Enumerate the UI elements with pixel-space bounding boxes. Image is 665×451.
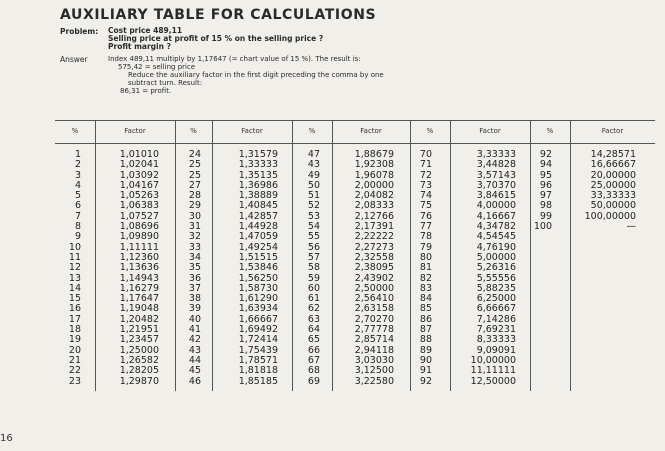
factor-cell: 6,25000	[476, 293, 516, 305]
percent-cell: 91	[419, 365, 432, 377]
factor-cell: 1,31579	[238, 149, 278, 160]
percent-cell: 74	[419, 190, 432, 202]
percent-cell: 63	[307, 313, 320, 325]
factor-cell: 50,00000	[590, 200, 636, 212]
factor-cell: 1,96078	[354, 169, 394, 181]
factor-cell: 2,50000	[354, 282, 394, 294]
answer-line: subtract turn. Result:	[128, 79, 203, 87]
factor-cell: 1,36986	[238, 179, 278, 191]
factor-cell: 1,49254	[238, 241, 278, 253]
factor-cell: 1,40845	[238, 200, 278, 212]
percent-cell: 12	[68, 262, 81, 274]
factor-cell: 1,61290	[238, 293, 278, 305]
factor-cell: 1,38889	[238, 190, 278, 202]
factor-cell: 2,56410	[354, 293, 394, 305]
factor-cell: 1,92308	[354, 159, 394, 171]
factor-cell: 2,32558	[354, 251, 394, 263]
factor-cell: 2,38095	[354, 262, 394, 274]
percent-cell: 82	[419, 272, 432, 284]
percent-cell: 77	[419, 221, 432, 233]
factor-column	[95, 150, 159, 387]
problem-line: Cost price 489,11	[108, 26, 183, 35]
percent-cell: 60	[307, 282, 320, 294]
percent-cell: 67	[307, 354, 320, 366]
percent-cell: 92	[539, 149, 552, 160]
percent-cell: 57	[307, 251, 320, 263]
factor-column	[212, 150, 278, 387]
factor-cell: 1,66667	[238, 313, 278, 325]
percent-cell: 30	[188, 210, 201, 222]
percent-cell: 88	[419, 334, 432, 346]
factor-cell: 1,56250	[238, 272, 278, 284]
percent-cell: 35	[188, 262, 201, 274]
percent-cell: 28	[188, 190, 201, 202]
factor-cell: 2,63158	[354, 303, 394, 315]
answer-line: 575,42 = selling price	[118, 63, 196, 71]
factor-cell: 1,63934	[238, 303, 278, 315]
percent-cell: 100	[533, 221, 552, 233]
factor-cell: 5,00000	[476, 251, 516, 263]
percent-cell: 31	[188, 221, 201, 233]
factor-cell: 1,33333	[238, 159, 278, 171]
factor-cell: 1,78571	[238, 354, 278, 366]
percent-cell: 94	[539, 159, 552, 171]
percent-cell: 25	[188, 159, 201, 171]
factor-cell: 2,27273	[354, 241, 394, 253]
percent-cell: 70	[419, 149, 432, 160]
percent-cell: 18	[68, 324, 81, 336]
factor-cell: 1,20482	[119, 313, 159, 325]
answer-line: Reduce the auxiliary factor in the first digit preceding the comma by one	[128, 71, 384, 79]
factor-cell: 1,47059	[238, 231, 278, 243]
percent-cell: 37	[188, 282, 201, 294]
percent-cell: 7	[74, 210, 81, 222]
factor-cell: 1,51515	[238, 251, 278, 263]
factor-cell: 2,12766	[354, 210, 394, 222]
factor-cell: 4,16667	[476, 210, 516, 222]
factor-cell: 1,29870	[119, 375, 159, 387]
factor-cell: 1,09890	[119, 231, 159, 243]
factor-column	[332, 150, 394, 387]
factor-cell: 2,43902	[354, 272, 394, 284]
factor-cell: 7,14286	[476, 313, 516, 325]
percent-cell: 47	[307, 149, 320, 160]
factor-cell: 1,02041	[119, 159, 159, 171]
percent-cell: 55	[307, 231, 320, 243]
problem-line: Selling price at profit of 15 % on the selling price ?	[108, 34, 324, 43]
factor-cell: 1,85185	[238, 375, 278, 387]
percent-cell: 36	[188, 272, 201, 284]
factor-cell: 1,16279	[119, 282, 159, 294]
pct-column	[410, 150, 432, 387]
percent-cell: 72	[419, 169, 432, 181]
percent-cell: 52	[307, 200, 320, 212]
factor-cell: 1,44928	[238, 221, 278, 233]
percent-cell: 66	[307, 344, 320, 356]
table-header	[55, 121, 655, 144]
factor-cell: 1,42857	[238, 210, 278, 222]
factor-cell: 25,00000	[590, 179, 636, 191]
percent-cell: 71	[419, 159, 432, 171]
header-pct: %	[190, 127, 197, 135]
factor-cell: 1,12360	[119, 251, 159, 263]
factor-cell: 1,21951	[119, 324, 159, 336]
percent-cell: 34	[188, 251, 201, 263]
factor-cell: 1,25000	[119, 344, 159, 356]
percent-cell: 64	[307, 324, 320, 336]
percent-cell: 87	[419, 324, 432, 336]
percent-cell: 5	[74, 190, 81, 202]
factor-column	[450, 150, 516, 387]
factor-cell: 2,85714	[354, 334, 394, 346]
percent-cell: 50	[307, 179, 320, 191]
percent-cell: 10	[68, 241, 81, 253]
percent-cell: 97	[539, 190, 552, 202]
percent-cell: 65	[307, 334, 320, 346]
percent-cell: 53	[307, 210, 320, 222]
factor-cell: 1,07527	[119, 210, 159, 222]
header-factor: Factor	[124, 127, 146, 135]
percent-cell: 69	[307, 375, 320, 387]
percent-cell: 39	[188, 303, 201, 315]
factor-cell: 4,34782	[476, 221, 516, 233]
factor-cell: 3,12500	[354, 365, 394, 377]
header-factor: Factor	[601, 127, 624, 135]
factor-cell: 1,11111	[119, 241, 159, 253]
percent-cell: 84	[419, 293, 432, 305]
percent-cell: 79	[419, 241, 432, 253]
page-number: 16	[0, 433, 13, 444]
percent-cell: 51	[307, 190, 320, 202]
pct-column	[530, 150, 552, 232]
factor-cell: 1,88679	[354, 149, 394, 160]
problem-label: Problem:	[60, 27, 99, 36]
factor-cell: 1,08696	[119, 221, 159, 233]
problem-text	[108, 27, 323, 51]
percent-cell: 19	[68, 334, 81, 346]
factor-cell: 4,54545	[476, 231, 516, 243]
percent-cell: 43	[188, 344, 201, 356]
percent-cell: 23	[68, 375, 81, 387]
factor-cell: 1,26582	[119, 354, 159, 366]
factor-cell: 1,35135	[238, 169, 278, 181]
percent-cell: 24	[188, 149, 201, 160]
percent-cell: 13	[68, 272, 81, 284]
percent-cell: 92	[419, 375, 432, 387]
factor-cell: 1,72414	[238, 334, 278, 346]
factor-cell: 1,04167	[119, 179, 159, 191]
factor-cell: 1,75439	[238, 344, 278, 356]
page-title: AUXILIARY TABLE FOR CALCULATIONS	[60, 7, 377, 23]
percent-cell: 3	[74, 169, 81, 181]
header-pct: %	[308, 127, 316, 135]
factor-cell: 1,69492	[238, 324, 278, 336]
percent-cell: 68	[307, 365, 320, 377]
percent-cell: 2	[74, 159, 81, 171]
factor-cell: 1,58730	[238, 282, 278, 294]
factor-cell: 1,03092	[119, 169, 159, 181]
percent-cell: 59	[307, 272, 320, 284]
answer-line: Index 489,11 multiply by 1,17647 (= chart value of 15 %). The result is:	[108, 55, 361, 63]
factor-cell: 2,94118	[354, 344, 394, 356]
percent-cell: 27	[188, 179, 201, 191]
factor-cell: 5,55556	[476, 272, 516, 284]
percent-cell: 40	[188, 313, 201, 325]
factor-cell: 1,23457	[119, 334, 159, 346]
factor-cell: 2,77778	[354, 324, 394, 336]
factor-cell: 4,76190	[476, 241, 516, 253]
percent-cell: 80	[419, 251, 432, 263]
factor-cell: 1,01010	[119, 149, 159, 160]
factor-cell: 9,09091	[476, 344, 516, 356]
factor-cell: 8,33333	[476, 334, 516, 346]
factor-cell: 6,66667	[476, 303, 516, 315]
percent-cell: 20	[68, 344, 81, 356]
factor-cell: 3,22580	[354, 375, 394, 387]
factor-cell: 1,05263	[119, 190, 159, 202]
percent-cell: 61	[307, 293, 320, 305]
factor-cell: —	[626, 221, 636, 233]
percent-cell: 29	[188, 200, 201, 212]
factor-cell: 4,00000	[476, 200, 516, 212]
problem-line: Profit margin ?	[108, 42, 171, 51]
factor-cell: 1,19048	[119, 303, 159, 315]
factor-cell: 14,28571	[590, 149, 636, 160]
percent-cell: 73	[419, 179, 432, 191]
pct-column	[55, 150, 81, 387]
factor-cell: 3,44828	[476, 159, 516, 171]
percent-cell: 76	[419, 210, 432, 222]
percent-cell: 33	[188, 241, 201, 253]
header-factor: Factor	[479, 127, 501, 135]
factor-cell: 2,17391	[354, 221, 394, 233]
percent-cell: 83	[419, 282, 432, 294]
percent-cell: 96	[539, 179, 552, 191]
header-pct: %	[426, 127, 434, 135]
factor-cell: 1,17647	[119, 293, 159, 305]
percent-cell: 38	[188, 293, 201, 305]
percent-cell: 43	[307, 159, 320, 171]
percent-cell: 99	[539, 210, 552, 222]
percent-cell: 56	[307, 241, 320, 253]
factor-cell: 3,57143	[476, 169, 516, 181]
percent-cell: 98	[539, 200, 552, 212]
pct-column	[175, 150, 201, 387]
factor-cell: 100,00000	[584, 210, 636, 222]
percent-cell: 46	[188, 375, 201, 387]
factor-cell: 33,33333	[590, 190, 636, 202]
factor-column	[570, 150, 636, 232]
factor-cell: 12,50000	[470, 375, 516, 387]
factor-cell: 16,66667	[590, 159, 636, 171]
factor-cell: 1,14943	[119, 272, 159, 284]
factor-cell: 1,53846	[238, 262, 278, 274]
factor-cell: 2,00000	[354, 179, 394, 191]
percent-cell: 58	[307, 262, 320, 274]
percent-cell: 6	[74, 200, 81, 212]
percent-cell: 62	[307, 303, 320, 315]
factor-cell: 1,81818	[238, 365, 278, 377]
percent-cell: 54	[307, 221, 320, 233]
percent-cell: 32	[188, 231, 201, 243]
factor-cell: 5,88235	[476, 282, 516, 294]
percent-cell: 14	[68, 282, 81, 294]
percent-cell: 8	[74, 221, 81, 233]
factor-cell: 2,22222	[354, 231, 394, 243]
header-factor: Factor	[241, 127, 263, 135]
factor-cell: 7,69231	[476, 324, 516, 336]
percent-cell: 1	[74, 149, 81, 160]
percent-cell: 25	[188, 169, 201, 181]
percent-cell: 4	[74, 179, 81, 191]
header-pct: %	[546, 127, 554, 135]
percent-cell: 85	[419, 303, 432, 315]
percent-cell: 11	[68, 251, 81, 263]
percent-cell: 86	[419, 313, 432, 325]
header-factor: Factor	[360, 127, 382, 135]
factor-cell: 3,84615	[476, 190, 516, 202]
factor-cell: 3,03030	[354, 354, 394, 366]
answer-label: Answer	[60, 55, 88, 64]
factor-cell: 11,11111	[470, 365, 516, 377]
factor-cell: 1,13636	[119, 262, 159, 274]
percent-cell: 44	[188, 354, 201, 366]
percent-cell: 45	[188, 365, 201, 377]
header-pct: %	[71, 127, 79, 135]
percent-cell: 41	[188, 324, 201, 336]
factor-cell: 3,33333	[476, 149, 516, 160]
pct-column	[292, 150, 320, 387]
factor-cell: 1,06383	[119, 200, 159, 212]
factor-cell: 10,00000	[470, 354, 516, 366]
percent-cell: 22	[68, 365, 81, 377]
factor-cell: 20,00000	[590, 169, 636, 181]
percent-cell: 42	[188, 334, 201, 346]
factor-table	[55, 120, 655, 391]
percent-cell: 9	[74, 231, 81, 243]
percent-cell: 49	[307, 169, 320, 181]
percent-cell: 15	[68, 293, 81, 305]
percent-cell: 21	[68, 354, 81, 366]
answer-line: 86,31 = profit.	[120, 87, 172, 95]
percent-cell: 89	[419, 344, 432, 356]
percent-cell: 95	[539, 169, 552, 181]
factor-cell: 2,04082	[354, 190, 394, 202]
answer-text	[108, 55, 384, 95]
factor-cell: 2,70270	[354, 313, 394, 325]
percent-cell: 78	[419, 231, 432, 243]
factor-cell: 5,26316	[476, 262, 516, 274]
percent-cell: 17	[68, 313, 81, 325]
factor-cell: 1,28205	[119, 365, 159, 377]
factor-cell: 3,70370	[476, 179, 516, 191]
percent-cell: 81	[419, 262, 432, 274]
percent-cell: 75	[419, 200, 432, 212]
percent-cell: 90	[419, 354, 432, 366]
percent-cell: 16	[68, 303, 81, 315]
factor-cell: 2,08333	[354, 200, 394, 212]
